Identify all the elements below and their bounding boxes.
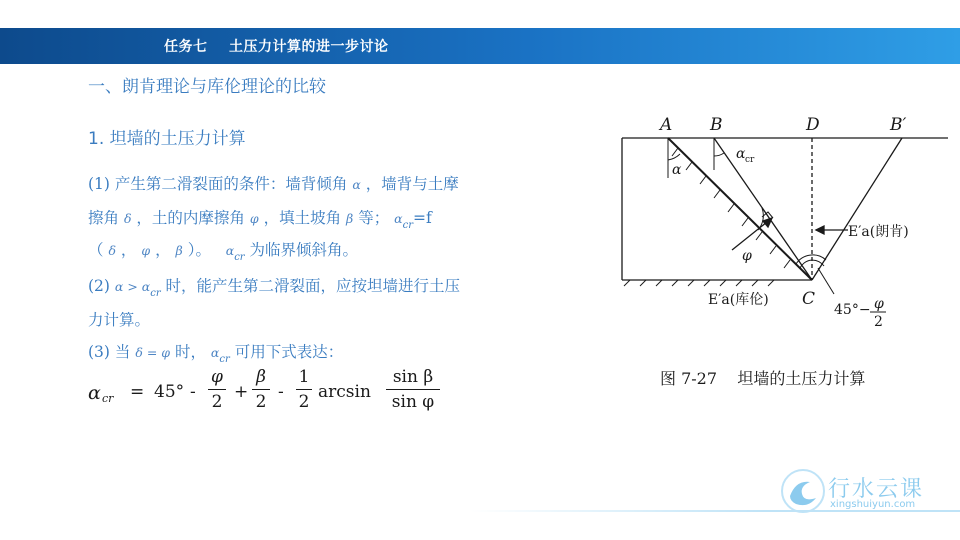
condition-alpha: α > α — [114, 279, 151, 294]
wall-hatching — [672, 148, 790, 268]
subsection-title: 1. 坦墙的土压力计算 — [88, 129, 246, 149]
label-c: C — [802, 289, 816, 309]
fraction-bar — [386, 389, 440, 390]
formula-plus: + — [234, 382, 249, 402]
denominator: sin φ — [391, 392, 435, 412]
bottom-accent-line — [470, 510, 960, 512]
text: ，土的内摩擦角 — [136, 209, 245, 227]
label-ea-rankine: E′a(朗肯) — [848, 224, 909, 240]
retaining-wall-diagram — [612, 108, 960, 348]
alpha-cr-arc — [714, 153, 724, 156]
text: ， — [120, 241, 137, 259]
angle-leader-line — [818, 268, 834, 294]
text: ，墙背与土摩 — [365, 175, 459, 193]
wave-logo-icon — [780, 468, 826, 514]
label-alpha-cr-sub: cr — [745, 155, 755, 165]
text: (2) — [88, 277, 110, 295]
header-bar — [0, 28, 960, 64]
text: 为临界倾斜角。 — [249, 241, 359, 259]
text: 时， — [174, 343, 206, 361]
text: 擦角 — [88, 209, 120, 227]
condition-delta-phi: δ = φ — [135, 345, 171, 360]
label-angle-num: φ — [874, 296, 884, 312]
label-angle-45: 45°− — [834, 302, 871, 318]
numerator: sin β — [392, 367, 434, 387]
paragraph-1-line-3 — [88, 238, 359, 263]
text: (3) 当 — [88, 343, 131, 361]
alpha-cr-symbol: α — [210, 345, 220, 360]
text: 力计算。 — [88, 311, 151, 329]
label-a: A — [660, 115, 673, 135]
paragraph-2-line-2 — [88, 308, 150, 330]
fraction-bar — [296, 389, 312, 390]
label-alpha: α — [672, 162, 682, 178]
alpha-symbol: α — [352, 177, 361, 192]
formula-arcsin: arcsin — [318, 382, 371, 402]
paragraph-1-line-2 — [88, 206, 432, 231]
subscript: cr — [402, 220, 413, 231]
formula-equals: = — [130, 382, 145, 402]
label-b-prime: B′ — [890, 115, 907, 135]
fraction-1-over-2 — [296, 366, 312, 413]
denominator: 2 — [298, 392, 310, 412]
formula-45-degrees: 45° — [154, 382, 185, 402]
section-title: 一、朗肯理论与库伦理论的比较 — [88, 77, 326, 97]
text: ，填土坡角 — [263, 209, 342, 227]
subscript: cr — [234, 252, 245, 263]
text: 可用下式表达： — [234, 343, 344, 361]
delta-symbol: δ — [108, 243, 116, 258]
formula-minus: - — [278, 382, 284, 402]
second-slip-plane-line — [812, 138, 902, 280]
text: 时，能产生第二滑裂面，应按坦墙进行土压 — [165, 277, 461, 295]
numerator: 1 — [298, 367, 310, 387]
subscript: cr — [219, 354, 230, 365]
denominator: 2 — [255, 392, 267, 412]
figure-caption: 图 7-27 坦墙的土压力计算 — [660, 369, 866, 388]
fraction-beta-over-2 — [252, 366, 270, 413]
formula-minus: - — [190, 382, 196, 402]
alpha-arc — [668, 154, 680, 160]
paragraph-1-line-1 — [88, 172, 459, 194]
coulomb-arrow-head — [763, 218, 772, 227]
text: 等； — [358, 209, 390, 227]
label-b: B — [710, 115, 723, 135]
label-ea-coulomb: E′a(库伦) — [708, 292, 769, 308]
numerator: φ — [211, 367, 223, 387]
label-angle-den: 2 — [874, 314, 883, 330]
fraction-bar — [208, 389, 226, 390]
denominator: 2 — [211, 392, 223, 412]
paragraph-2-line-1 — [88, 274, 461, 299]
subscript: cr — [150, 288, 161, 299]
logo-name: 行水云课 — [828, 477, 925, 502]
rankine-arrow-head — [816, 226, 824, 234]
label-d: D — [806, 115, 820, 135]
critical-angle-formula — [88, 366, 448, 422]
fraction-phi-over-2 — [208, 366, 226, 413]
phi-symbol: φ — [249, 211, 259, 226]
beta-symbol: β — [346, 211, 354, 226]
alpha-cr-symbol: α — [394, 211, 403, 226]
first-slip-plane-line — [714, 138, 812, 280]
text: =f — [413, 209, 432, 227]
label-phi: φ — [742, 248, 752, 264]
alpha-cr-symbol: α — [225, 243, 235, 258]
delta-symbol: δ — [123, 211, 132, 226]
text: （ — [88, 241, 104, 259]
text: ）。 — [187, 241, 211, 259]
watermark-logo — [780, 466, 950, 516]
label-alpha-cr: α — [736, 146, 746, 162]
text: ， — [155, 241, 171, 259]
formula-lhs-subscript: cr — [102, 392, 114, 405]
phi-symbol: φ — [141, 243, 151, 258]
fraction-sin-beta-over-sin-phi — [386, 366, 440, 413]
numerator: β — [256, 367, 266, 387]
base-hatching — [624, 280, 774, 286]
fraction-bar — [252, 389, 270, 390]
beta-symbol: β — [175, 243, 183, 258]
logo-url: xingshuiyun.com — [830, 499, 916, 510]
text: (1) 产生第二滑裂面的条件：墙背倾角 — [88, 175, 348, 193]
paragraph-3 — [88, 340, 344, 365]
formula-lhs: α — [88, 382, 101, 404]
header-title: 任务七 土压力计算的进一步讨论 — [164, 39, 389, 55]
